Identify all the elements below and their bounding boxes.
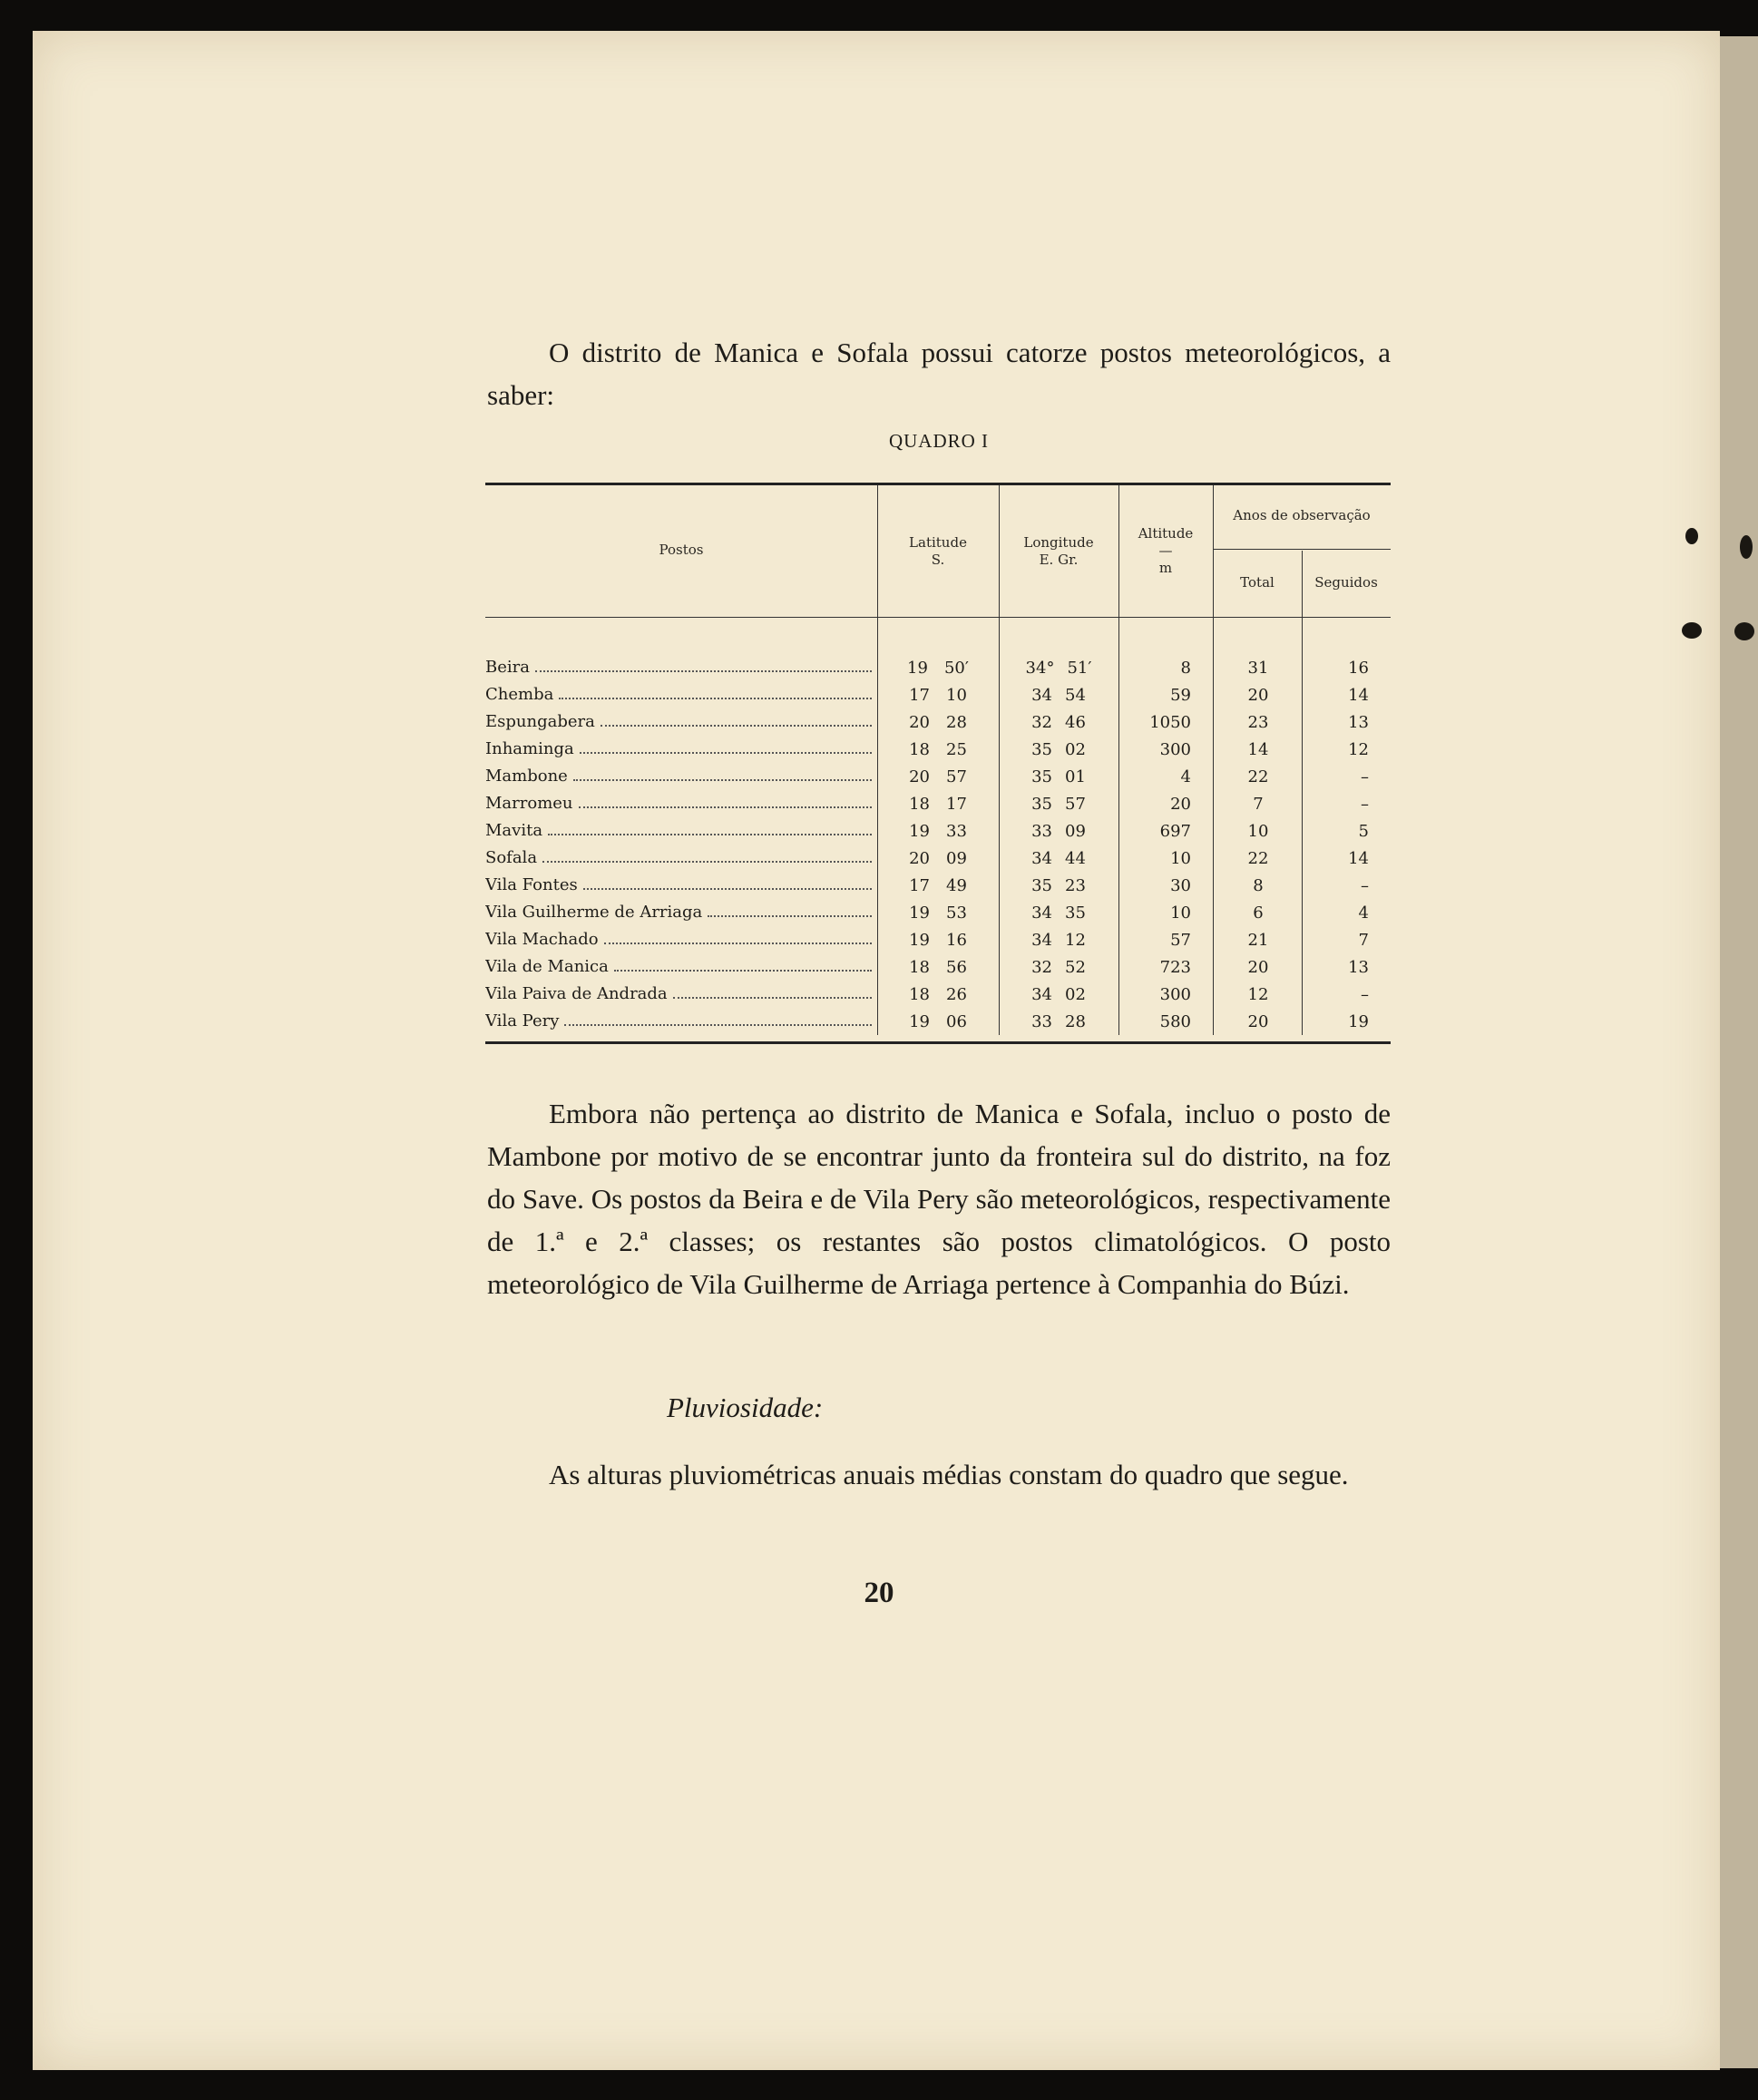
lat-minutes: 56 [946,957,967,977]
station-cell [485,712,877,732]
lon-degrees: 35 [1031,875,1052,895]
station-name: Espungabera [485,712,595,731]
latitude-cell [877,1012,999,1031]
header-divider [1213,485,1214,617]
latitude-label: Latitude [909,534,967,551]
station-cell [485,875,877,895]
station-cell [485,930,877,950]
table-row [485,926,1391,953]
dot-leader [708,903,872,917]
lat-degrees: 19 [909,930,930,950]
total-years-cell: 12 [1247,984,1269,1004]
total-years-cell: 22 [1247,848,1269,868]
altitude-cell: 8 [1180,658,1191,678]
dot-leader [583,875,872,890]
longitude-cell [999,713,1118,732]
dot-leader [564,1011,872,1026]
consecutive-years-cell: 13 [1348,957,1369,977]
final-text: As alturas pluviométricas anuais médias constam do quadro que segue. [549,1459,1349,1490]
lon-minutes: 44 [1065,848,1086,868]
altitude-cell: 1050 [1149,712,1191,732]
intro-paragraph [487,331,1391,416]
altitude-label: Altitude [1138,525,1194,542]
consecutive-years-cell: 12 [1348,739,1369,759]
table-row [485,817,1391,845]
lon-minutes: 46 [1065,712,1086,732]
station-cell [485,658,877,678]
latitude-cell [877,659,999,678]
lon-degrees: 34 [1031,930,1052,950]
dot-leader [614,957,872,972]
lat-minutes: 26 [946,984,967,1004]
latitude-cell [877,876,999,895]
consecutive-years-cell: 13 [1348,712,1369,732]
lat-minutes: 25 [946,739,967,759]
lat-degrees: 17 [909,685,930,705]
lat-minutes: 09 [946,848,967,868]
table-row [485,981,1391,1008]
dot-leader [542,848,872,863]
longitude-cell [999,822,1118,841]
lon-degrees: 32 [1031,712,1052,732]
dot-leader [580,739,872,754]
final-paragraph [487,1453,1391,1496]
lat-degrees: 19 [909,1011,930,1031]
station-name: Inhaminga [485,739,574,758]
longitude-cell [999,849,1118,868]
altitude-cell: 697 [1159,821,1191,841]
intro-text: O distrito de Manica e Sofala possui catorze postos meteorológicos, a saber: [487,337,1391,411]
lon-degrees: 34 [1031,848,1052,868]
consecutive-years-cell: 7 [1358,930,1369,950]
latitude-cell [877,740,999,759]
dot-leader [548,821,872,835]
table-header [485,485,1391,618]
lat-degrees: 18 [909,957,930,977]
altitude-cell: 723 [1159,957,1191,977]
lat-minutes: 28 [946,712,967,732]
table-row [485,953,1391,981]
lon-minutes: 01 [1065,767,1086,786]
total-years-cell: 8 [1253,875,1264,895]
table-row [485,736,1391,763]
lon-minutes: 12 [1065,930,1086,950]
table-row [485,872,1391,899]
altitude-cell: 20 [1170,794,1191,814]
altitude-dash: — [1158,542,1173,559]
station-cell [485,903,877,923]
dot-leader [601,712,872,727]
consecutive-years-cell: – [1361,794,1369,814]
page-edge [1720,36,1758,2068]
total-years-cell: 7 [1253,794,1264,814]
longitude-cell [999,931,1118,950]
latitude-cell [877,767,999,786]
total-years-cell: 14 [1247,739,1269,759]
latitude-cell [877,849,999,868]
station-name: Marromeu [485,794,573,813]
lon-degrees: 34° [1025,658,1055,678]
latitude-cell [877,822,999,841]
station-cell [485,848,877,868]
station-name: Vila Machado [485,930,599,949]
lon-degrees: 33 [1031,821,1052,841]
dot-leader [559,685,872,699]
stations-table [485,483,1391,1035]
lon-minutes: 57 [1065,794,1086,814]
altitude-cell: 300 [1159,739,1191,759]
ink-blot [1682,622,1702,639]
lon-minutes: 23 [1065,875,1086,895]
ink-blot [1734,622,1754,640]
total-years-cell: 20 [1247,1011,1269,1031]
total-years-cell: 20 [1247,685,1269,705]
longitude-cell [999,767,1118,786]
latitude-cell [877,686,999,705]
longitude-unit: E. Gr. [1039,552,1079,568]
lon-minutes: 02 [1065,984,1086,1004]
longitude-cell [999,740,1118,759]
longitude-cell [999,659,1118,678]
lat-degrees: 19 [907,658,928,678]
latitude-cell [877,985,999,1004]
longitude-cell [999,1012,1118,1031]
header-total: Total [1240,574,1275,591]
lat-degrees: 19 [909,821,930,841]
altitude-cell: 300 [1159,984,1191,1004]
table-row [485,654,1391,681]
longitude-cell [999,876,1118,895]
altitude-cell: 30 [1170,875,1191,895]
dot-leader [579,794,872,808]
station-name: Vila Fontes [485,875,578,894]
header-seguidos: Seguidos [1314,574,1378,591]
latitude-cell [877,931,999,950]
consecutive-years-cell: 14 [1348,848,1369,868]
total-years-cell: 6 [1253,903,1264,923]
table-row [485,681,1391,708]
dot-leader [535,658,872,672]
station-name: Vila Paiva de Andrada [485,984,668,1003]
station-name: Vila de Manica [485,957,609,976]
consecutive-years-cell: – [1361,767,1369,786]
station-cell [485,685,877,705]
latitude-cell [877,958,999,977]
header-longitude [999,534,1118,569]
altitude-cell: 10 [1170,848,1191,868]
header-altitude [1118,525,1213,577]
lon-minutes: 52 [1065,957,1086,977]
station-name: Mambone [485,767,568,786]
consecutive-years-cell: 16 [1348,658,1369,678]
altitude-cell: 10 [1170,903,1191,923]
lon-minutes: 02 [1065,739,1086,759]
lat-minutes: 33 [946,821,967,841]
total-years-cell: 22 [1247,767,1269,786]
ink-blot [1740,535,1753,559]
latitude-cell [877,795,999,814]
total-years-cell: 20 [1247,957,1269,977]
header-subrule [1213,549,1391,550]
consecutive-years-cell: – [1361,875,1369,895]
lon-minutes: 35 [1065,903,1086,923]
lon-minutes: 28 [1065,1011,1086,1031]
page-number: 20 [864,1577,894,1609]
longitude-cell [999,795,1118,814]
longitude-cell [999,903,1118,923]
longitude-cell [999,686,1118,705]
consecutive-years-cell: – [1361,984,1369,1004]
lat-degrees: 18 [909,739,930,759]
lon-degrees: 33 [1031,1011,1052,1031]
longitude-cell [999,958,1118,977]
body-text: Embora não pertença ao distrito de Manica e Sofala, incluo o posto de Mambone por motivo de se encontrar junto da fronteira sul do distrito, na foz do Save. Os postos da Beira e de Vila Pery são meteorológicos, respectivamente de 1.ª e 2.ª classes; os restantes são postos climatológicos. O posto meteorológico de Vila Guilherme de Arriaga pertence à Companhia do Búzi. [487,1098,1391,1300]
station-name: Sofala [485,848,538,867]
table-row [485,899,1391,926]
lat-degrees: 18 [909,794,930,814]
consecutive-years-cell: 14 [1348,685,1369,705]
lon-degrees: 35 [1031,739,1052,759]
lat-minutes: 10 [946,685,967,705]
table-row [485,708,1391,736]
total-years-cell: 10 [1247,821,1269,841]
lon-degrees: 34 [1031,903,1052,923]
station-name: Vila Pery [485,1011,560,1030]
table-row [485,845,1391,872]
lon-degrees: 34 [1031,685,1052,705]
lat-degrees: 20 [909,712,930,732]
altitude-cell: 580 [1159,1011,1191,1031]
altitude-cell: 57 [1170,930,1191,950]
lat-minutes: 16 [946,930,967,950]
station-cell [485,767,877,786]
lon-minutes: 09 [1065,821,1086,841]
consecutive-years-cell: 19 [1348,1011,1369,1031]
lat-minutes: 49 [946,875,967,895]
latitude-unit: S. [931,552,945,568]
altitude-cell: 4 [1180,767,1191,786]
station-cell [485,984,877,1004]
section-heading: Pluviosidade: [667,1392,824,1423]
header-latitude [877,534,999,569]
station-name: Chemba [485,685,554,704]
lat-degrees: 20 [909,848,930,868]
station-cell [485,1011,877,1031]
lon-degrees: 35 [1031,767,1052,786]
total-years-cell: 23 [1247,712,1269,732]
lon-degrees: 35 [1031,794,1052,814]
station-name: Mavita [485,821,543,840]
dot-leader [573,767,872,781]
ink-blot [1685,528,1698,544]
station-cell [485,794,877,814]
table-bottom-rule [485,1041,1391,1044]
latitude-cell [877,713,999,732]
lat-degrees: 19 [909,903,930,923]
altitude-cell: 59 [1170,685,1191,705]
altitude-unit: m [1158,560,1173,576]
consecutive-years-cell: 5 [1358,821,1369,841]
table-title: QUADRO I [888,430,990,452]
table-row [485,1008,1391,1035]
station-cell [485,957,877,977]
table-body [485,618,1391,1035]
lat-degrees: 20 [909,767,930,786]
total-years-cell: 21 [1247,930,1269,950]
dot-leader [604,930,872,944]
header-postos: Postos [659,542,704,558]
lon-degrees: 34 [1031,984,1052,1004]
station-name: Beira [485,658,530,677]
lat-minutes: 50′ [943,658,969,678]
lat-minutes: 06 [946,1011,967,1031]
longitude-cell [999,985,1118,1004]
dot-leader [673,984,872,999]
total-years-cell: 31 [1247,658,1269,678]
lon-minutes: 54 [1065,685,1086,705]
body-paragraph [487,1092,1391,1305]
station-cell [485,739,877,759]
lon-minutes: 51′ [1067,658,1092,678]
latitude-cell [877,903,999,923]
lon-degrees: 32 [1031,957,1052,977]
lat-minutes: 17 [946,794,967,814]
station-name: Vila Guilherme de Arriaga [485,903,703,922]
lat-minutes: 57 [946,767,967,786]
station-cell [485,821,877,841]
header-anos: Anos de observação [1233,507,1371,523]
lat-degrees: 18 [909,984,930,1004]
consecutive-years-cell: 4 [1358,903,1369,923]
lat-minutes: 53 [946,903,967,923]
table-row [485,790,1391,817]
lat-degrees: 17 [909,875,930,895]
longitude-label: Longitude [1023,534,1094,551]
table-row [485,763,1391,790]
